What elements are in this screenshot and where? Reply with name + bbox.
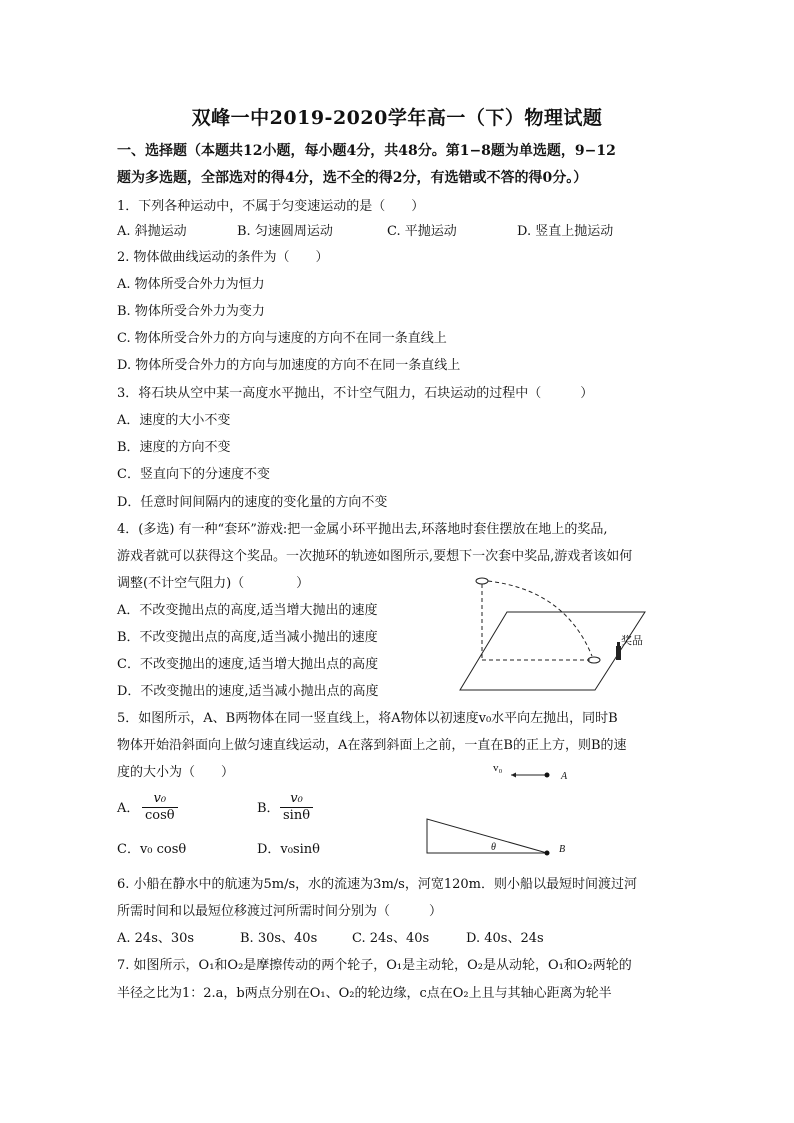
q5-stem-line3: 度的大小为（ ） [117, 765, 235, 780]
q5-stem-line1: 5．如图所示，A、B两物体在同一竖直线上，将A物体以初速度v₀水平向左抛出，同时B [117, 711, 618, 726]
q3-option-c: C．竖直向下的分速度不变 [117, 467, 270, 482]
q7-stem-line2: 半径之比为1：2.a，b两点分别在O₁、O₂的轮边缘，c点在O₂上且与其轴心距离为轮半 [117, 986, 612, 1001]
q5-option-c: C．v₀ cosθ [117, 842, 187, 857]
q6-option-a: A. 24s、30s [117, 931, 195, 946]
label-b: B [559, 844, 566, 855]
q2-option-c: C. 物体所受合外力的方向与速度的方向不在同一条直线上 [117, 331, 447, 346]
q5-option-d: D．v₀sinθ [257, 842, 321, 857]
q5-option-b-numerator: v₀ [280, 791, 313, 808]
q5-option-b-denominator: sinθ [283, 808, 311, 823]
q4-option-b: B．不改变抛出点的高度,适当减小抛出的速度 [117, 630, 378, 645]
v0-label: v₀ [493, 762, 503, 774]
q4-stem-line1: 4．(多选) 有一种“套环”游戏:把一金属小环平抛出去,环落地时套住摆放在地上的奖品, [117, 522, 608, 537]
q3-option-b: B．速度的方向不变 [117, 440, 231, 455]
q1-stem: 1．下列各种运动中，不属于匀变速运动的是（ ） [117, 199, 425, 214]
label-a: A [561, 771, 568, 782]
theta-label: θ [491, 842, 496, 853]
object-b [545, 851, 550, 856]
q1-option-a: A. 斜抛运动 [117, 224, 187, 239]
q2-option-a: A. 物体所受合外力为恒力 [117, 277, 265, 292]
q4-option-c: C．不改变抛出的速度,适当增大抛出点的高度 [117, 657, 379, 672]
q1-option-b: B. 匀速圆周运动 [237, 224, 333, 239]
exam-title: 双峰一中2019-2020学年高一（下）物理试题 [191, 107, 603, 129]
q4-stem-line2: 游戏者就可以获得这个奖品。一次抛环的轨迹如图所示,要想下一次套中奖品,游戏者该如何 [117, 549, 633, 564]
q5-option-a-numerator: v₀ [142, 791, 178, 808]
q5-stem-line2: 物体开始沿斜面向上做匀速直线运动，A在落到斜面上之前，一直在B的正上方，则B的速 [117, 738, 627, 753]
section-instructions-line1: 一、选择题（本题共12小题，每小题4分，共48分。第1−8题为单选题，9−12 [117, 143, 616, 159]
q6-option-c: C. 24s、40s [352, 931, 430, 946]
q5-option-b-fraction [280, 791, 313, 824]
q1-option-c: C. 平抛运动 [387, 224, 457, 239]
q2-option-d: D. 物体所受合外力的方向与加速度的方向不在同一条直线上 [117, 358, 461, 373]
q5-option-a-prefix: A． [117, 801, 140, 816]
q6-option-d: D. 40s、24s [466, 931, 544, 946]
q5-option-a-fraction [142, 791, 178, 824]
q6-stem-line1: 6. 小船在静水中的航速为5m/s，水的流速为3m/s，河宽120m．则小船以最短时间渡过河 [117, 877, 637, 892]
q1-option-d: D. 竖直上抛运动 [517, 224, 614, 239]
incline [427, 819, 547, 853]
q3-option-a: A．速度的大小不变 [117, 413, 231, 428]
q5-incline-figure [425, 757, 585, 857]
q5-option-a-denominator: cosθ [145, 808, 175, 823]
q5-option-b-prefix: B． [257, 801, 280, 816]
q7-stem-line1: 7. 如图所示，O₁和O₂是摩擦传动的两个轮子，O₁是主动轮，O₂是从动轮，O₁和O₂两轮的 [117, 958, 632, 973]
ring-start [476, 578, 488, 584]
q2-stem: 2. 物体做曲线运动的条件为（ ） [117, 250, 329, 265]
object-a [545, 773, 550, 778]
q6-option-b: B. 30s、40s [240, 931, 318, 946]
q4-ring-toss-figure [455, 570, 655, 698]
prize-object [616, 646, 621, 660]
q4-option-d: D．不改变抛出的速度,适当减小抛出点的高度 [117, 684, 379, 699]
q2-option-b: B. 物体所受合外力为变力 [117, 304, 265, 319]
prize-label: 奖品 [621, 635, 643, 647]
q3-stem: 3．将石块从空中某一高度水平抛出，不计空气阻力，石块运动的过程中（ ） [117, 386, 594, 401]
q4-option-a: A．不改变抛出点的高度,适当增大抛出的速度 [117, 603, 378, 618]
q3-option-d: D．任意时间间隔内的速度的变化量的方向不变 [117, 495, 388, 510]
q6-stem-line2: 所需时间和以最短位移渡过河所需时间分别为（ ） [117, 904, 443, 919]
section-instructions-line2: 题为多选题，全部选对的得4分，选不全的得2分，有选错或不答的得0分。） [117, 170, 588, 186]
q4-stem-line3: 调整(不计空气阻力)（ ） [117, 576, 310, 591]
